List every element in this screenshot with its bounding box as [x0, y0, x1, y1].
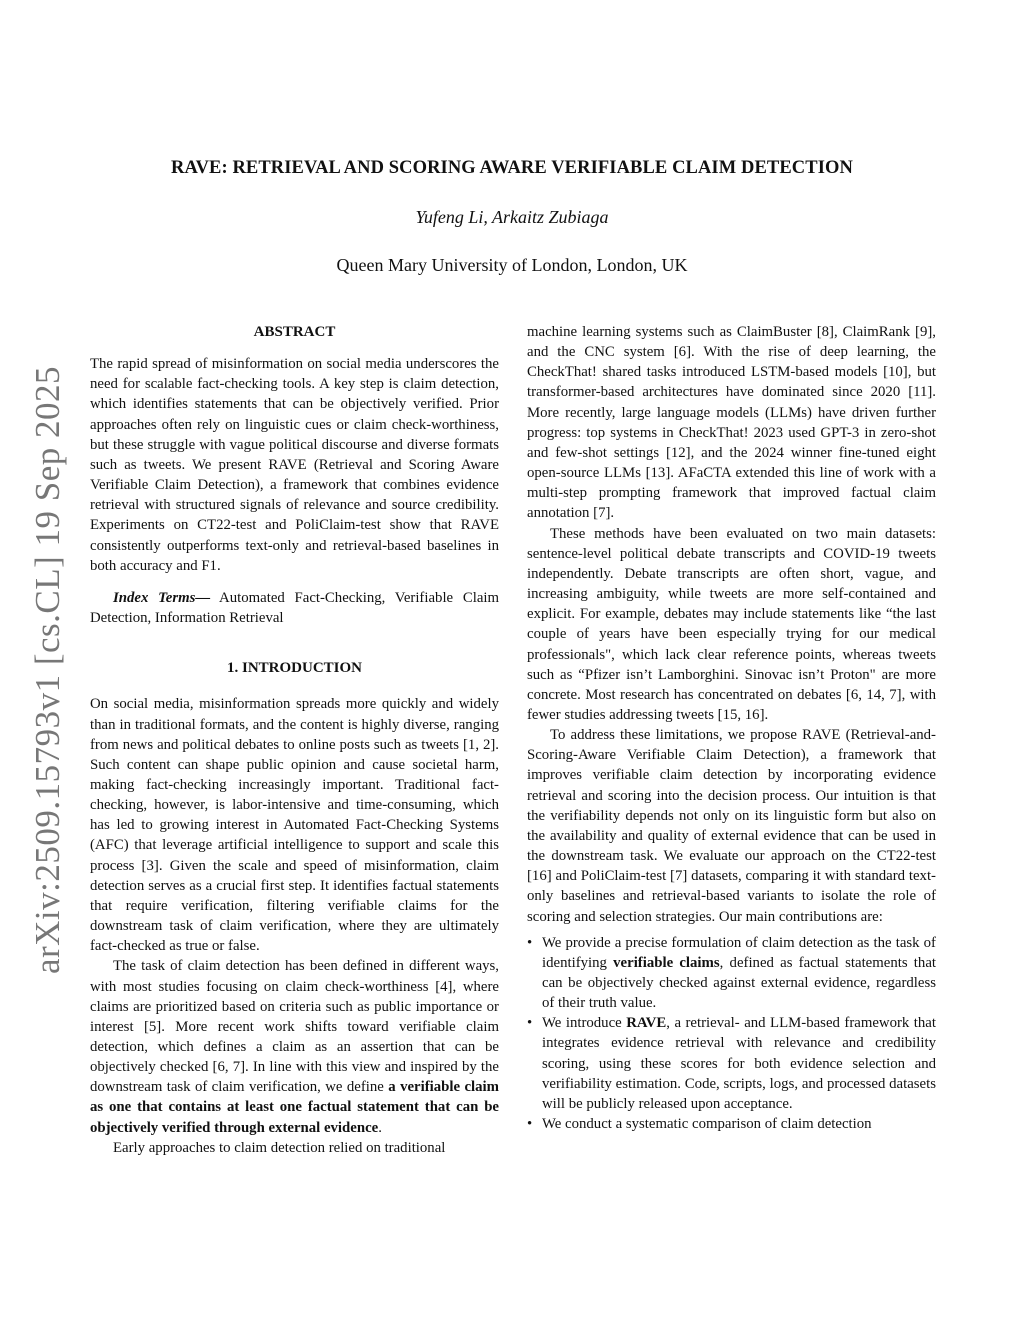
intro-paragraph-2 [90, 956, 499, 1137]
intro-paragraph-5: To address these limitations, we propose RAVE (Retrieval-and-Scoring-Aware Verifiable Claim Detection), a framework that improves verifiable claim detection by incorporating evidence retrieval and scoring into the decision process. Our intuition is that the verifiability depends not only on its linguistic form but also on the availability and quality of external evidence that can be used in the downstream task. We evaluate our approach on the CT22-test [16] and PoliClaim-test [7] datasets, comparing it with standard text-only baselines and retrieval-based variants to isolate the role of scoring and selection strategies. Our main contributions are: [527, 727, 936, 925]
verifiable-claim-definition: a verifiable claim as one that contains at least one factual statement that can be objectively verified through external evidence [90, 1079, 499, 1136]
contributions-list [527, 933, 936, 1135]
intro-paragraph-1: On social media, misinformation spreads more quickly and widely than in traditional formats, and the content is highly diverse, ranging from news and political debates to online posts such as tweets [1, 2]. Such content can shape public opinion and cause societal harm, making fact-checking increasingly important. Traditional fact-checking, however, is labor-intensive and time-consuming, which has led to growing interest in Automated Fact-Checking Systems (AFC) that leverage artificial intelligence to support and scale this process [3]. Given the scale and speed of misinformation, claim detection serves as a crucial first step. It identifies factual statements that require verification, filtering verifiable claims for the downstream task of claim verification, where they are ultimately fact-checked as true or false. [90, 696, 499, 955]
introduction-heading: 1. INTRODUCTION [226, 660, 362, 677]
contribution-item: • We introduce RAVE, a retrieval- and LLM-based framework that integrates evidence retrieval with relevance and credibility scoring, using these scores for both evidence selection and verifiability estimation. Code, scripts, logs, and processed datasets will be publicly released upon acceptance. [527, 1013, 936, 1114]
contribution-item: • We provide a precise formulation of claim detection as the task of identifying verifiable claims, defined as factual statements that can be objectively checked against external evidence, regardless of their truth value. [527, 933, 936, 1014]
paper-title: RAVE: RETRIEVAL AND SCORING AWARE VERIFIABLE CLAIM DETECTION [171, 158, 853, 178]
paper-affiliation: Queen Mary University of London, London, UK [336, 255, 688, 275]
index-terms-text: Automated Fact-Checking, Verifiable Claim Detection, Information Retrieval [90, 589, 500, 627]
intro-paragraph-4: These methods have been evaluated on two main datasets: sentence-level political debate transcripts and COVID-19 tweets independently. Debate transcripts are often short, vague, and increasing ambiguity, while tweets are more self-contained and explicit. For example, debates may include statements like “the last couple of years have been especially trying for our medical professionals", which lack clear reference points, whereas tweets such as “Pfizer isn’t Lamborghini. Sinovac isn’t Proton" are more concrete. Most research has concentrated on debates [6, 14, 7], with fewer studies addressing tweets [15, 16]. [527, 525, 936, 723]
arxiv-identifier: arXiv:2509.15793v1 [cs.CL] 19 Sep 2025 [28, 365, 68, 975]
intro-paragraph-3-start: Early approaches to claim detection relied on traditional [113, 1139, 446, 1156]
index-terms [90, 588, 499, 628]
paper-authors: Yufeng Li, Arkaitz Zubiaga [415, 207, 609, 227]
abstract-text: The rapid spread of misinformation on social media underscores the need for scalable fact-checking tools. A key step is claim detection, which identifies statements that can be objectively verified. Prior approaches often rely on linguistic cues or claim check-worthiness, but these struggle with vague political discourse and diverse formats such as tweets. We present RAVE (Retrieval and Scoring Aware Verifiable Claim Detection), a framework that combines evidence retrieval with structured signals of relevance and source credibility. Experiments on CT22-test and PoliClaim-test show that RAVE consistently outperforms text-only and retrieval-based baselines in both accuracy and F1. [90, 356, 499, 574]
intro-p2-end: . [378, 1119, 382, 1136]
intro-paragraph-3-continued: machine learning systems such as ClaimBuster [8], ClaimRank [9], and the CNC system [6]. With the rise of deep learning, the CheckThat! shared tasks introduced LSTM-based models [10], but transformer-based architectures have dominated since 2020 [11]. More recently, large language models (LLMs) have driven further progress: top systems in CheckThat! 2023 used GPT-3 in zero-shot and few-shot settings [12], and the 2024 winner fine-tuned eight open-source LLMs [13]. AFaCTA extended this line of work with a multi-step prompting framework that improved factual claim annotation [7]. [527, 324, 936, 522]
right-column [527, 322, 936, 1134]
intro-p2-start: The task of claim detection has been defined in different ways, with most studies focusing on claim check-worthiness [4], where claims are prioritized based on criteria such as public importance or interest [5]. More recent work shifts toward verifiable claim detection, which defines a claim as an assertion that can be objectively checked [6, 7]. In line with this view and inspired by the downstream task of claim verification, we define [90, 958, 499, 1096]
index-terms-label: Index Terms— [113, 589, 211, 606]
arxiv-identifier-stamp [8, 365, 88, 975]
left-column [90, 322, 499, 1158]
abstract-heading: ABSTRACT [253, 324, 336, 340]
contribution-item: • We conduct a systematic comparison of claim detection [527, 1114, 936, 1134]
